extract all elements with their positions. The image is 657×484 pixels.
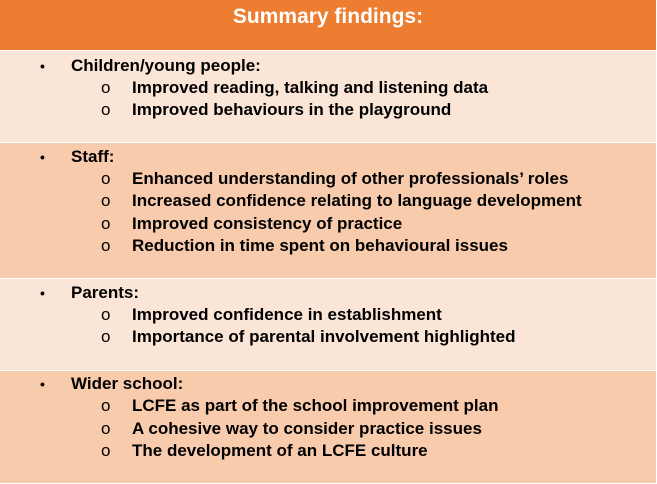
item-text: Improved reading, talking and listening data xyxy=(132,78,489,97)
sub-bullet-icon: o xyxy=(101,305,111,324)
category-label: Wider school: xyxy=(71,374,184,393)
sub-bullet-icon: o xyxy=(101,78,111,97)
item-text: Enhanced understanding of other professionals’ roles xyxy=(132,169,569,188)
sub-bullet-icon: o xyxy=(101,419,111,438)
item-text: Increased confidence relating to language development xyxy=(132,191,582,210)
sub-bullet-icon: o xyxy=(101,236,111,255)
sub-bullet-icon: o xyxy=(101,169,111,188)
item-text: A cohesive way to consider practice issues xyxy=(132,419,482,438)
item-text: Importance of parental involvement highlighted xyxy=(132,327,516,346)
sub-bullet-icon: o xyxy=(101,396,111,415)
bullet-icon: • xyxy=(40,376,45,392)
item-text: Improved behaviours in the playground xyxy=(132,100,452,119)
item-text: Improved confidence in establishment xyxy=(132,305,442,324)
category-label: Parents: xyxy=(71,283,140,302)
category-label: Children/young people: xyxy=(71,56,261,75)
item-text: Improved consistency of practice xyxy=(132,214,403,233)
summary-header xyxy=(0,0,656,50)
section-staff xyxy=(0,142,656,278)
category-label: Staff: xyxy=(71,147,115,166)
item-text: Reduction in time spent on behavioural issues xyxy=(132,236,508,255)
section-parents xyxy=(0,278,656,370)
section-children xyxy=(0,50,656,142)
bullet-icon: • xyxy=(40,285,45,301)
summary-title: Summary findings: xyxy=(232,5,424,28)
bullet-icon: • xyxy=(40,58,45,74)
sub-bullet-icon: o xyxy=(101,214,111,233)
sub-bullet-icon: o xyxy=(101,441,111,460)
section-wider-school xyxy=(0,370,656,483)
bullet-icon: • xyxy=(40,149,45,165)
item-text: The development of an LCFE culture xyxy=(132,441,428,460)
sub-bullet-icon: o xyxy=(101,327,111,346)
item-text: LCFE as part of the school improvement plan xyxy=(132,396,499,415)
sub-bullet-icon: o xyxy=(101,191,111,210)
sub-bullet-icon: o xyxy=(101,100,111,119)
